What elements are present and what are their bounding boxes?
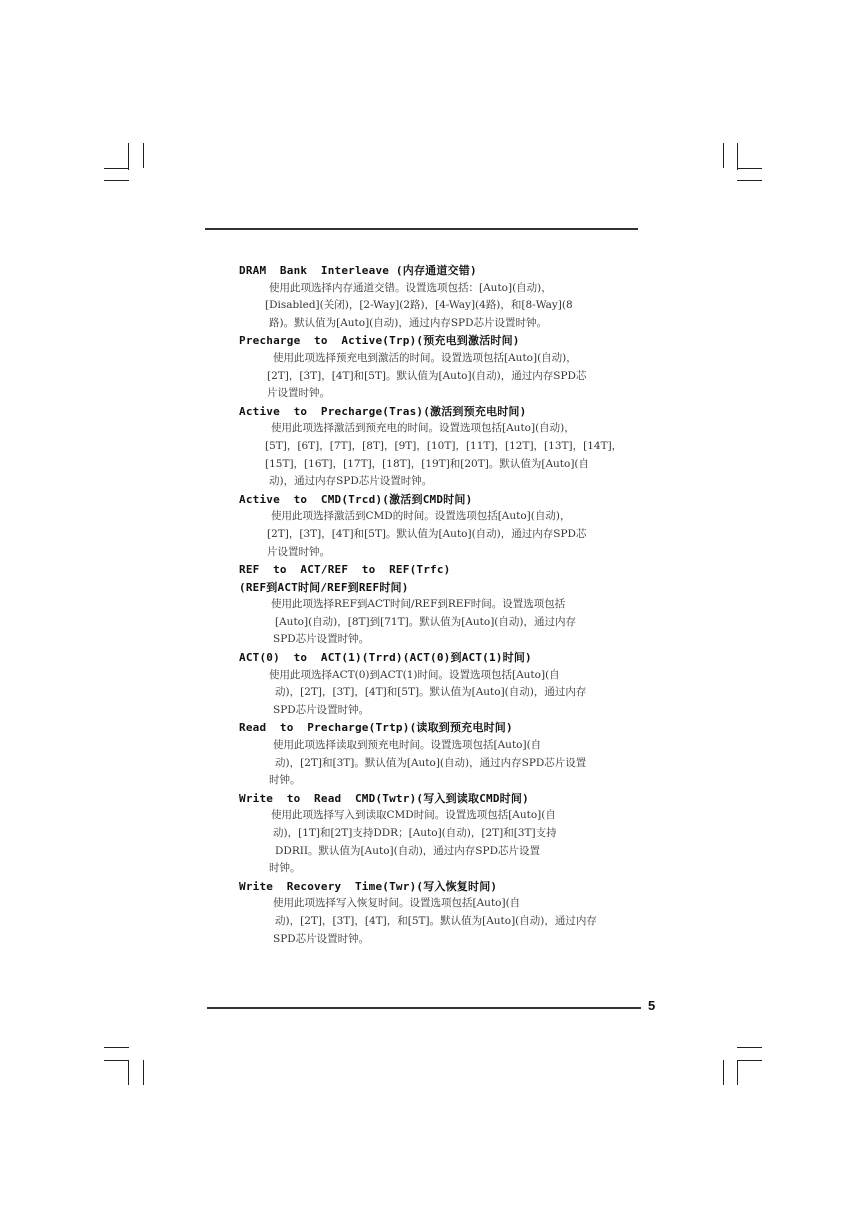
section-write-to-read-cmd [239,790,649,878]
section-text-line: [Disabled](关闭)，[2-Way](2路)，[4-Way](4路)，和[8-Way](8 [265,299,573,312]
section-text-line: 动)，[2T]，[3T]，[4T]，和[5T]。默认值为[Auto](自动)，通过内存 [275,914,597,927]
section-text-line: 使用此项选择REF到ACT时间/REF到REF时间。设置选项包括 [271,598,566,611]
section-read-to-precharge [239,719,649,789]
section-text-line: 使用此项选择写入到读取CMD时间。设置选项包括[Auto](自 [271,809,556,822]
section-title: Write to Read CMD(Twtr)(写入到读取CMD时间) [239,791,529,805]
section-title: Active to Precharge(Tras)(激活到预充电时间) [239,404,527,418]
crop-mark-bottom-left-short [104,1060,129,1061]
crop-mark-top-right-horizontal [737,180,762,181]
section-title: ACT(0) to ACT(1)(Trrd)(ACT(0)到ACT(1)时间) [239,651,532,665]
section-title: Active to CMD(Trcd)(激活到CMD时间) [239,492,473,506]
section-text-line: SPD芯片设置时钟。 [273,633,370,646]
crop-mark-bottom-left-vertical-outer [143,1060,144,1085]
section-text-line: SPD芯片设置时钟。 [273,703,370,716]
crop-mark-top-right-vertical-outer [723,143,724,168]
section-text-line: [Auto](自动)，[8T]到[71T]。默认值为[Auto](自动)，通过内存 [275,615,576,628]
page-number: 5 [648,998,656,1013]
section-text-line: 时钟。 [269,862,301,875]
section-text-line: [2T]，[3T]，[4T]和[5T]。默认值为[Auto](自动)，通过内存SPD芯 [267,369,587,382]
section-text-line: 路)。默认值为[Auto](自动)，通过内存SPD芯片设置时钟。 [269,316,548,329]
section-text-line: 片设置时钟。 [267,545,330,558]
section-text-line: 使用此项选择写入恢复时间。设置选项包括[Auto](自 [273,897,521,910]
section-title: Read to Precharge(Trtp)(读取到预充电时间) [239,721,513,735]
section-text-line: [2T]，[3T]，[4T]和[5T]。默认值为[Auto](自动)，通过内存SPD芯 [267,527,587,540]
footer-rule [207,1007,641,1009]
section-title: REF to ACT/REF to REF(Trfc) [239,563,451,577]
section-title: DRAM Bank Interleave (内存通道交错) [239,264,477,277]
section-text-line: 使用此项选择预充电到激活的时间。设置选项包括[Auto](自动)， [273,351,577,364]
header-rule [205,228,638,230]
section-active-to-precharge [239,403,649,491]
section-text-line: 使用此项选择内存通道交错。设置选项包括：[Auto](自动)， [269,281,552,294]
section-title: Precharge to Active(Trp)(预充电到激活时间) [239,334,520,348]
crop-mark-bottom-right-horizontal [737,1047,762,1048]
crop-mark-top-left-horizontal [104,180,129,181]
section-title: (REF到ACT时间/REF到REF时间) [239,580,409,594]
section-text-line: 使用此项选择激活到CMD的时间。设置选项包括[Auto](自动)， [271,510,571,523]
section-precharge-to-active [239,332,649,402]
manual-content [239,262,649,948]
crop-mark-bottom-right-vertical-outer [723,1060,724,1085]
section-ref-to-act-ref-to-ref [239,561,649,579]
section-dram-bank-interleave [239,262,649,332]
section-text-line: 动)，[2T]，[3T]，[4T]和[5T]。默认值为[Auto](自动)，通过内存 [275,686,587,699]
crop-mark-top-right-short [737,168,762,169]
section-text-line: [15T]，[16T]，[17T]，[18T]，[19T]和[20T]。默认值为[Auto](自 [265,457,590,470]
section-text-line: 时钟。 [269,774,301,787]
section-text-line: 使用此项选择读取到预充电时间。设置选项包括[Auto](自 [273,739,542,752]
section-title: Write Recovery Time(Twr)(写入恢复时间) [239,879,498,893]
section-text-line: SPD芯片设置时钟。 [273,932,370,945]
section-text-line: [5T]，[6T]，[7T]，[8T]，[9T]，[10T]，[11T]，[12T]，[13T]，[14T]， [265,439,623,452]
crop-mark-bottom-right-short [737,1060,762,1061]
section-text-line: 动)，[2T]和[3T]。默认值为[Auto](自动)，通过内存SPD芯片设置 [275,756,587,769]
section-text-line: 使用此项选择ACT(0)到ACT(1)时间。设置选项包括[Auto](自 [269,668,560,681]
section-act0-to-act1 [239,649,649,719]
crop-mark-top-left-short [104,168,129,169]
section-text-line: 片设置时钟。 [267,387,330,400]
crop-mark-top-right-vertical-inner [737,143,738,170]
crop-mark-top-left-vertical-outer [143,143,144,168]
section-text-line: 动)，通过内存SPD芯片设置时钟。 [269,475,433,488]
crop-mark-bottom-right-vertical-inner [737,1060,738,1085]
section-active-to-cmd [239,491,649,561]
section-text-line: 动)，[1T]和[2T]支持DDR；[Auto](自动)，[2T]和[3T]支持 [273,827,557,839]
section-ref-to-act-ref-to-ref-cn [239,579,649,649]
section-write-recovery-time [239,878,649,948]
section-text-line: 使用此项选择激活到预充电的时间。设置选项包括[Auto](自动)， [271,422,575,435]
crop-mark-bottom-left-vertical-inner [128,1060,129,1085]
crop-mark-bottom-left-horizontal [104,1047,129,1048]
section-text-line: DDRII。默认值为[Auto](自动)，通过内存SPD芯片设置 [275,844,540,857]
crop-mark-top-left-vertical-inner [128,143,129,170]
